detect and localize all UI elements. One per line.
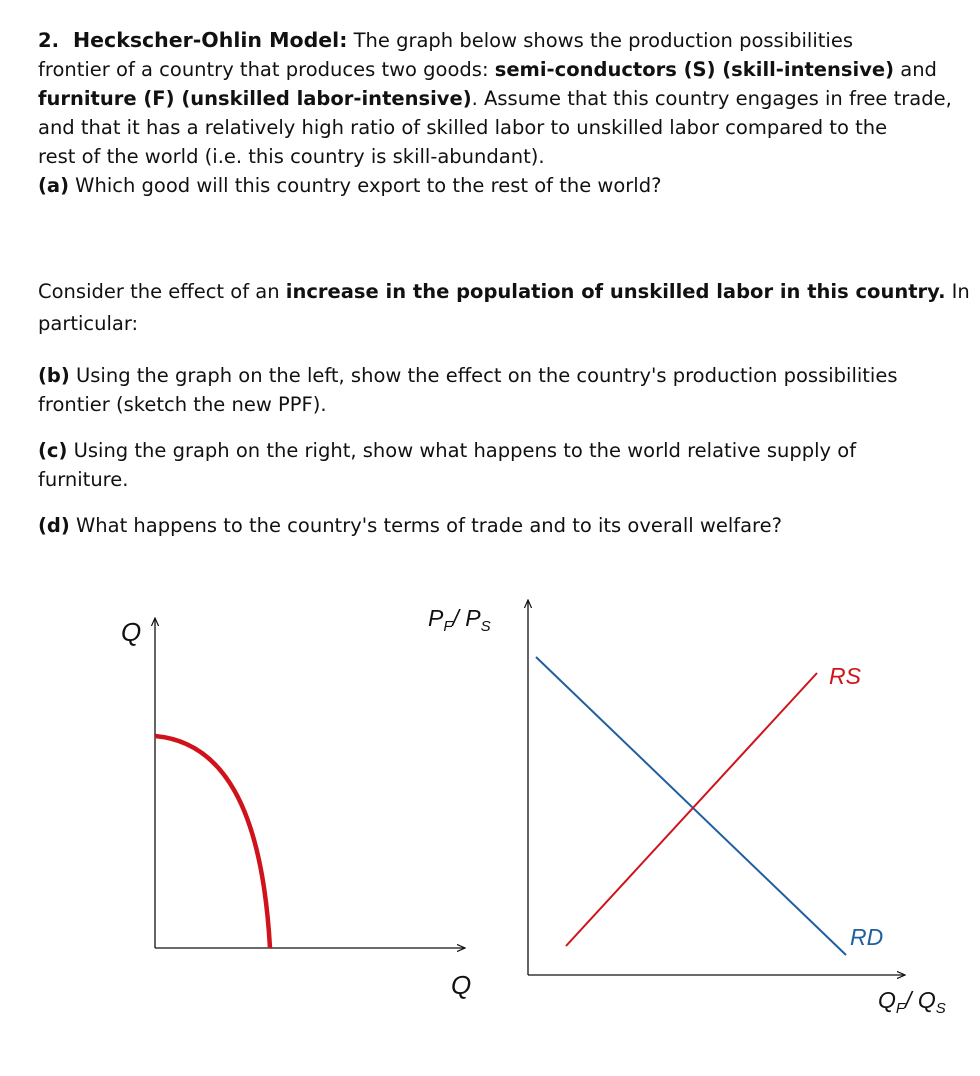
rsrd-y-axis-label: $P_F/$ $P_S$ — [428, 605, 491, 635]
part-c: (c) Using the graph on the right, show what happens to the world relative supply of furniture. — [38, 439, 857, 491]
intro-line-3: furniture (F) (unskilled labor-intensive). Assume that this country engages in free trade, — [38, 87, 952, 110]
consider-paragraph: Consider the effect of an increase in the population of unskilled labor in this country. In particular: — [38, 280, 970, 335]
question-title: Heckscher-Ohlin Model: — [72, 28, 348, 52]
rs-label: RS — [829, 663, 861, 689]
rs-curve — [566, 673, 817, 946]
part-b-label: (b) — [38, 364, 70, 387]
ppf-graph — [121, 617, 471, 1000]
intro-line-2: frontier of a country that produces two goods: semi-conductors (S) (skill-intensive) and — [38, 58, 937, 81]
relative-supply-demand-graph — [428, 600, 946, 1017]
question-number: 2. — [38, 29, 59, 52]
rsrd-x-axis-label: $Q_F/$ $Q_S$ — [878, 987, 946, 1017]
rd-curve — [536, 657, 846, 955]
part-c-label: (c) — [38, 439, 68, 462]
part-b: (b) Using the graph on the left, show the effect on the country's production possibilities frontier (sketch the new PPF). — [38, 364, 898, 416]
ppf-x-axis-label: Q — [451, 970, 472, 1000]
part-d: (d) What happens to the country's terms of trade and to its overall welfare? — [38, 514, 782, 537]
part-a-label: (a) — [38, 174, 69, 197]
intro-line-1: 2. Heckscher-Ohlin Model: The graph below shows the production possibilities — [38, 28, 853, 52]
intro-line-5: rest of the world (i.e. this country is skill-abundant). — [38, 145, 545, 168]
ppf-curve — [155, 736, 270, 948]
ppf-y-axis-label: Q — [121, 617, 142, 647]
rd-label: RD — [850, 924, 884, 950]
part-d-label: (d) — [38, 514, 70, 537]
intro-line-4: and that it has a relatively high ratio of skilled labor to unskilled labor compared to the — [38, 116, 888, 139]
part-a: (a) Which good will this country export to the rest of the world? — [38, 174, 662, 197]
